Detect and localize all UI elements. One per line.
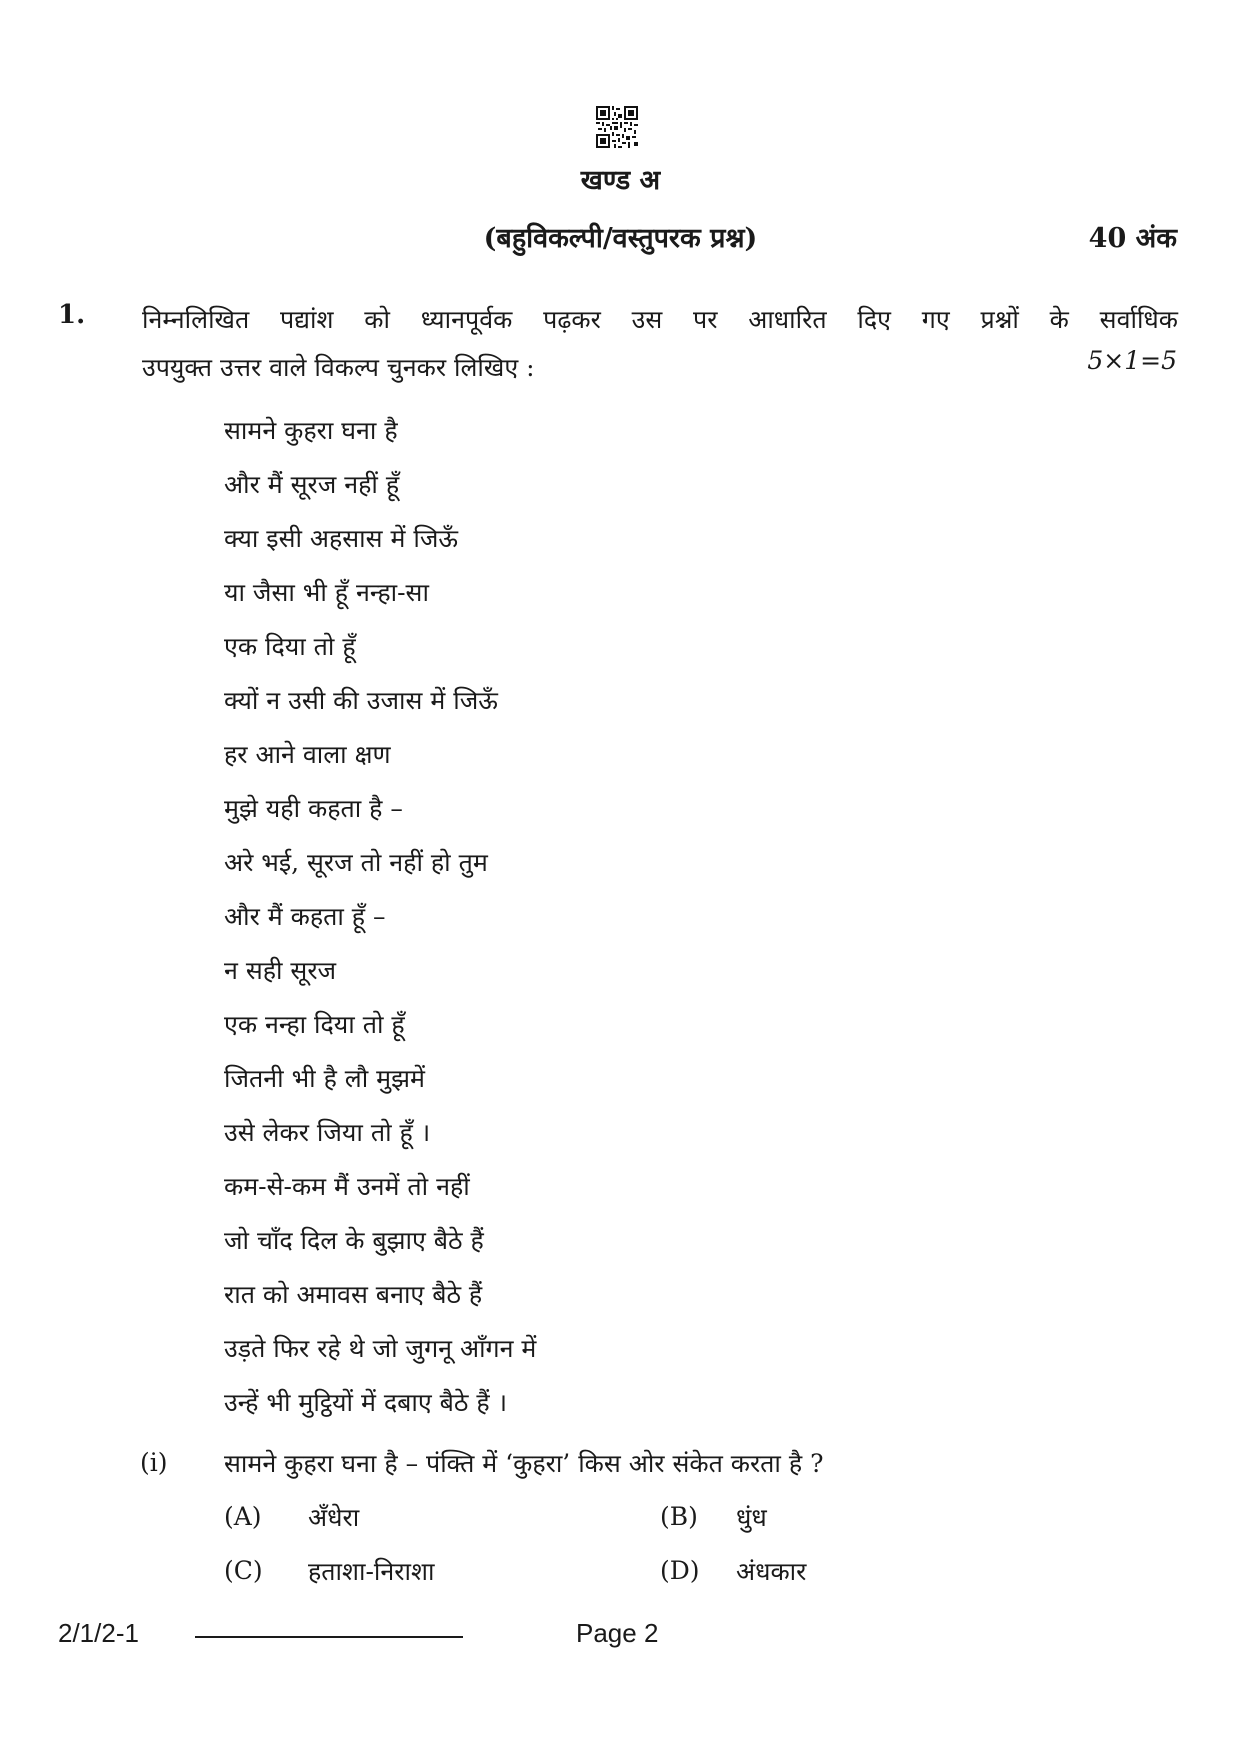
poem-line: रात को अमावस बनाए बैठे हैं xyxy=(224,1280,483,1309)
poem-line: क्यों न उसी की उजास में जिऊँ xyxy=(224,686,498,715)
poem-line: जो चाँद दिल के बुझाए बैठे हैं xyxy=(224,1226,484,1255)
poem-line: और मैं कहता हूँ – xyxy=(224,902,386,931)
poem-line: जितनी भी है लौ मुझमें xyxy=(224,1064,425,1093)
poem-line: या जैसा भी हूँ नन्हा-सा xyxy=(224,578,429,607)
sub-question-text: सामने कुहरा घना है – पंक्ति में ‘कुहरा’ किस ओर संकेत करता है ? xyxy=(224,1449,824,1478)
poem-line: एक नन्हा दिया तो हूँ xyxy=(224,1010,405,1039)
paper-code: 2/1/2-1 xyxy=(58,1618,139,1648)
option-d-text: अंधकार xyxy=(736,1557,807,1586)
footer-divider xyxy=(195,1636,463,1638)
option-b-letter: (B) xyxy=(660,1502,698,1531)
poem-line: उन्हें भी मुट्ठियों में दबाए बैठे हैं । xyxy=(224,1388,508,1417)
poem-line: कम-से-कम मैं उनमें तो नहीं xyxy=(224,1172,470,1201)
question-instruction-line1: निम्नलिखित पद्यांश को ध्यानपूर्वक पढ़कर उस पर आधारित दिए गए प्रश्नों के सर्वाधिक xyxy=(142,305,1178,334)
poem-line: मुझे यही कहता है – xyxy=(224,794,403,823)
section-subtitle: (बहुविकल्पी/वस्तुपरक प्रश्न) xyxy=(483,223,758,254)
poem-line: उड़ते फिर रहे थे जो जुगनू आँगन में xyxy=(224,1334,537,1363)
question-instruction-line2: उपयुक्त उत्तर वाले विकल्प चुनकर लिखिए : xyxy=(142,353,535,382)
question-number: 1. xyxy=(58,300,86,330)
section-marks: 40 अंक xyxy=(1088,223,1177,254)
poem-line: अरे भई, सूरज तो नहीं हो तुम xyxy=(224,848,488,877)
question-score: 5×1=5 xyxy=(1087,346,1177,375)
poem-line: सामने कुहरा घना है xyxy=(224,416,398,445)
page-number: Page 2 xyxy=(576,1618,659,1648)
option-d-letter: (D) xyxy=(660,1556,700,1585)
section-title: खण्ड अ xyxy=(580,165,661,196)
qr-code-icon xyxy=(596,106,638,148)
poem-line: एक दिया तो हूँ xyxy=(224,632,356,661)
option-b-text: धुंध xyxy=(736,1503,767,1532)
poem-line: और मैं सूरज नहीं हूँ xyxy=(224,470,400,499)
poem-line: न सही सूरज xyxy=(224,956,337,985)
option-c-text: हताशा-निराशा xyxy=(308,1557,435,1586)
option-a-text: अँधेरा xyxy=(308,1503,360,1532)
poem-line: क्या इसी अहसास में जिऊँ xyxy=(224,524,459,553)
sub-question-number: (i) xyxy=(140,1448,168,1477)
option-a-letter: (A) xyxy=(224,1502,262,1531)
poem xyxy=(224,404,536,1430)
poem-line: उसे लेकर जिया तो हूँ । xyxy=(224,1118,431,1147)
poem-line: हर आने वाला क्षण xyxy=(224,740,391,769)
option-c-letter: (C) xyxy=(224,1556,263,1585)
